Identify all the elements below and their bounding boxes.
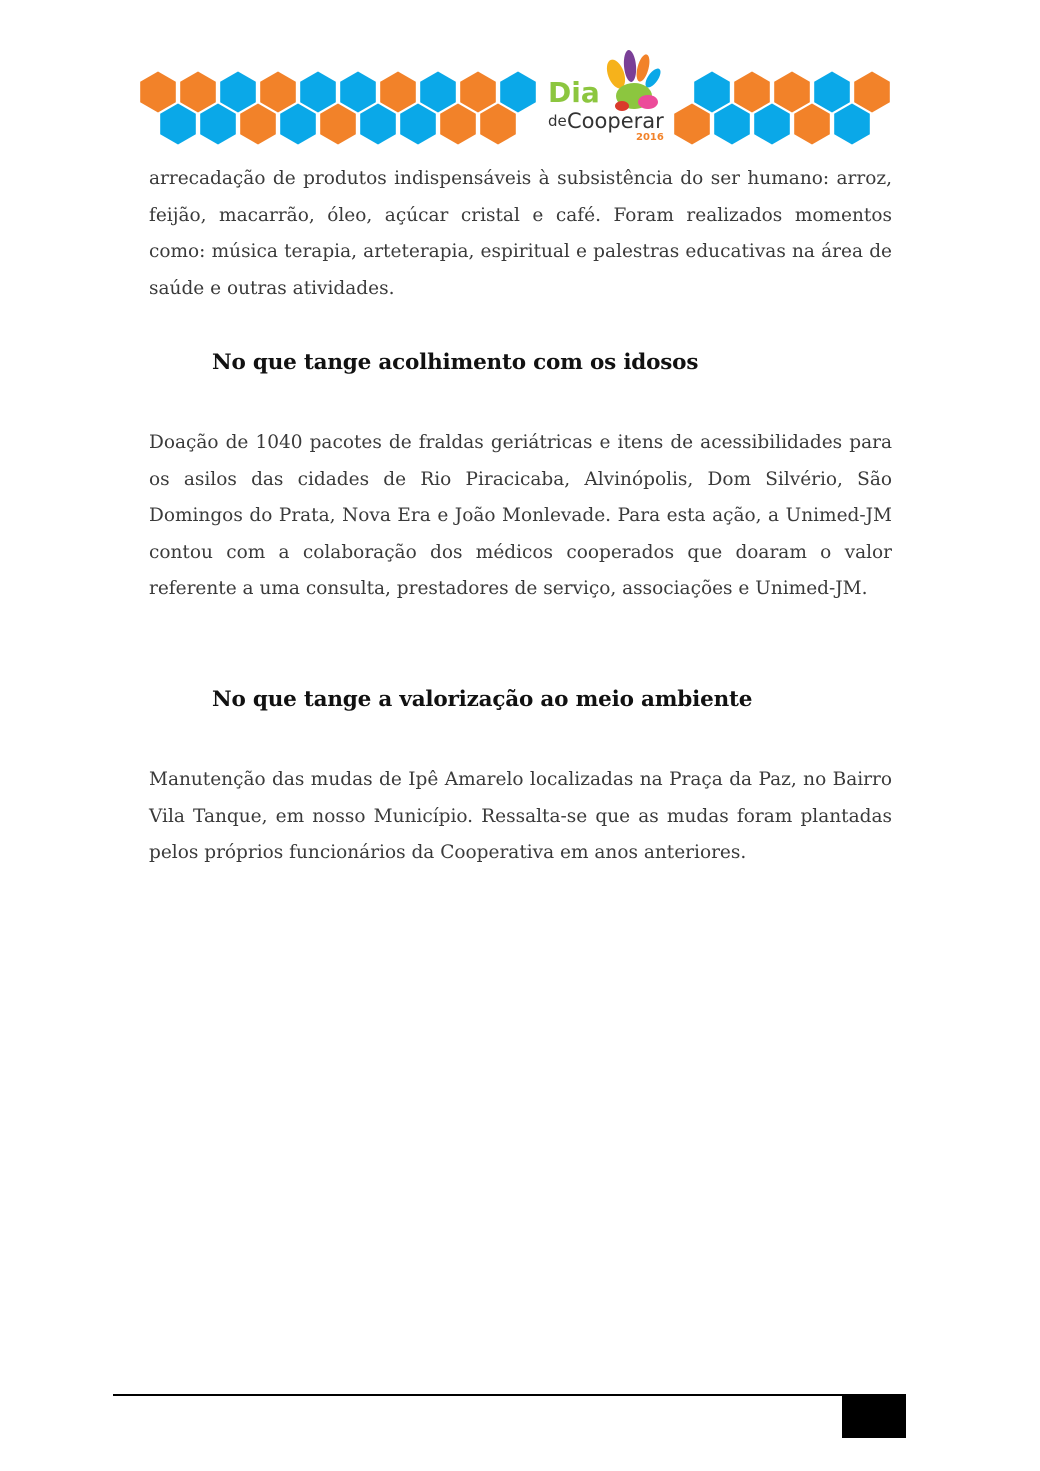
hexagon-shape <box>280 104 316 145</box>
hexagon-shape <box>674 104 710 145</box>
hexagon-shape <box>714 104 750 145</box>
hexagon-shape <box>380 72 416 113</box>
section-paragraph-environment: Manutenção das mudas de Ipê Amarelo localizadas na Praça da Paz, no Bairro Vila Tanque, em nosso Município. Ressalta-se que as mudas foram plantadas pelos próprios funcionários da Cooperativa em anos anteriores. <box>149 769 892 863</box>
hexagon-shape <box>180 72 216 113</box>
section-heading-elderly: No que tange acolhimento com os idosos <box>212 350 699 375</box>
hexagon-shape <box>140 72 176 113</box>
hexagon-pattern-left <box>140 72 536 145</box>
hexagon-shape <box>774 72 810 113</box>
hexagon-shape <box>300 72 336 113</box>
hexagon-shape <box>734 72 770 113</box>
hexagon-shape <box>834 104 870 145</box>
hexagon-pattern-right <box>674 72 890 145</box>
footer-rule <box>113 1394 848 1396</box>
hexagon-shape <box>500 72 536 113</box>
hexagon-shape <box>854 72 890 113</box>
hexagon-shape <box>420 72 456 113</box>
header-banner <box>0 0 1040 160</box>
hexagon-shape <box>240 104 276 145</box>
logo-word-dia: Dia <box>548 76 600 109</box>
hexagon-shape <box>400 104 436 145</box>
hexagon-shape <box>794 104 830 145</box>
section-heading-environment: No que tange a valorização ao meio ambiente <box>212 687 753 712</box>
hexagon-shape <box>460 72 496 113</box>
colorful-hand-icon <box>603 50 663 111</box>
intro-paragraph: arrecadação de produtos indispensáveis à subsistência do ser humano: arroz, feijão, macarrão, óleo, açúcar cristal e café. Foram realizados momentos como: música terapia, arteterapia, espiritual e palestras educativas na área de saúde e outras atividades. <box>149 168 892 299</box>
hexagon-shape <box>754 104 790 145</box>
logo-word-cooperar: Cooperar <box>567 109 664 133</box>
hexagon-shape <box>160 104 196 145</box>
hexagon-shape <box>200 104 236 145</box>
hexagon-shape <box>480 104 516 145</box>
hexagon-shape <box>260 72 296 113</box>
page-number-box <box>842 1394 906 1438</box>
hexagon-shape <box>440 104 476 145</box>
hexagon-shape <box>814 72 850 113</box>
hexagon-shape <box>220 72 256 113</box>
hexagon-shape <box>320 104 356 145</box>
logo-word-de: de <box>548 112 567 130</box>
hexagon-shape <box>360 104 396 145</box>
dia-de-cooperar-logo <box>548 50 664 143</box>
hexagon-shape <box>340 72 376 113</box>
section-paragraph-elderly: Doação de 1040 pacotes de fraldas geriátricas e itens de acessibilidades para os asilos das cidades de Rio Piracicaba, Alvinópolis, Dom Silvério, São Domingos do Prata, Nova Era e João Monlevade. Para esta ação, a Unimed-JM contou com a colaboração dos médicos cooperados que doaram o valor referente a uma consulta, prestadores de serviço, associações e Unimed-JM. <box>149 432 892 599</box>
hexagon-shape <box>694 72 730 113</box>
logo-year: 2016 <box>636 132 664 143</box>
